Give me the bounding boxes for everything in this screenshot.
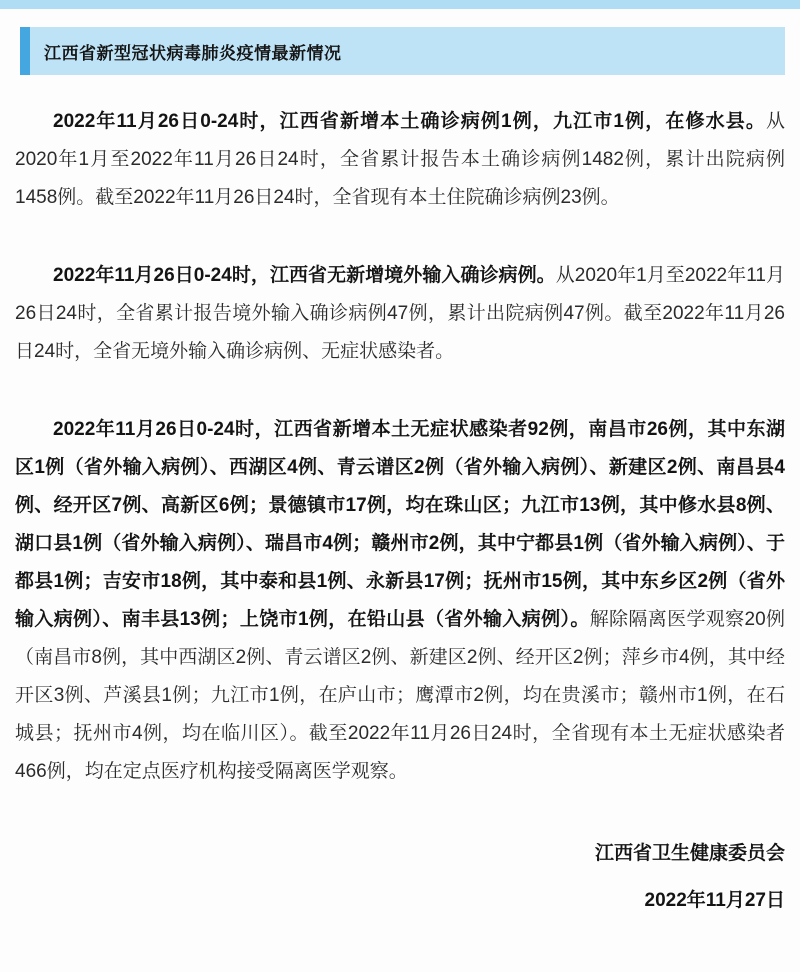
top-border-strip — [0, 0, 800, 9]
paragraph-imported-lead: 2022年11月26日0-24时，江西省无新增境外输入确诊病例。 — [53, 265, 556, 286]
paragraph-asymptomatic-cases — [15, 411, 785, 791]
document-body — [0, 75, 800, 791]
paragraph-imported-detail: 从2020年1月至2022年11月26日24时，全省累计报告境外输入确诊病例47例，累计出院病例47例。截至2022年11月26日24时，全省无境外输入确诊病例、无症状感染者。 — [15, 265, 785, 362]
paragraph-local-confirmed-cases — [15, 103, 785, 217]
issue-date: 2022年11月27日 — [644, 890, 785, 911]
document-footer — [0, 831, 800, 920]
paragraph-asymptomatic-detail: 解除隔离医学观察20例（南昌市8例，其中西湖区2例、青云谱区2例、新建区2例、经开区2例；萍乡市4例，其中经开区3例、芦溪县1例；九江市1例，在庐山市；鹰潭市2例，均在贵溪市；赣州市1例，在石城县；抚州市4例，均在临川区）。截至2022年11月26日24时，全省现有本土无症状感染者466例，均在定点医疗机构接受隔离医学观察。 — [15, 609, 786, 782]
paragraph-local-confirmed-detail: 从2020年1月至2022年11月26日24时，全省累计报告本土确诊病例1482例，累计出院病例1458例。截至2022年11月26日24时，全省现有本土住院确诊病例23例。 — [15, 111, 785, 208]
paragraph-imported-cases — [15, 257, 785, 371]
page-title: 江西省新型冠状病毒肺炎疫情最新情况 — [44, 43, 342, 63]
issuer-signature: 江西省卫生健康委员会 — [594, 843, 785, 864]
title-banner — [20, 27, 785, 75]
paragraph-asymptomatic-lead: 2022年11月26日0-24时，江西省新增本土无症状感染者92例，南昌市26例，其中东湖区1例（省外输入病例）、西湖区4例、青云谱区2例（省外输入病例）、新建区2例、南昌县4例、经开区7例、高新区6例；景德镇市17例，均在珠山区；九江市13例，其中修水县8例、湖口县1例（省外输入病例）、瑞昌市4例；赣州市2例，其中宁都县1例（省外输入病例）、于都县1例；吉安市18例，其中泰和县1例、永新县17例；抚州市15例，其中东乡区2例（省外输入病例）、南丰县13例；上饶市1例，在铅山县（省外输入病例）。 — [15, 419, 785, 630]
paragraph-local-confirmed-lead: 2022年11月26日0-24时，江西省新增本土确诊病例1例，九江市1例，在修水县。 — [53, 111, 766, 132]
